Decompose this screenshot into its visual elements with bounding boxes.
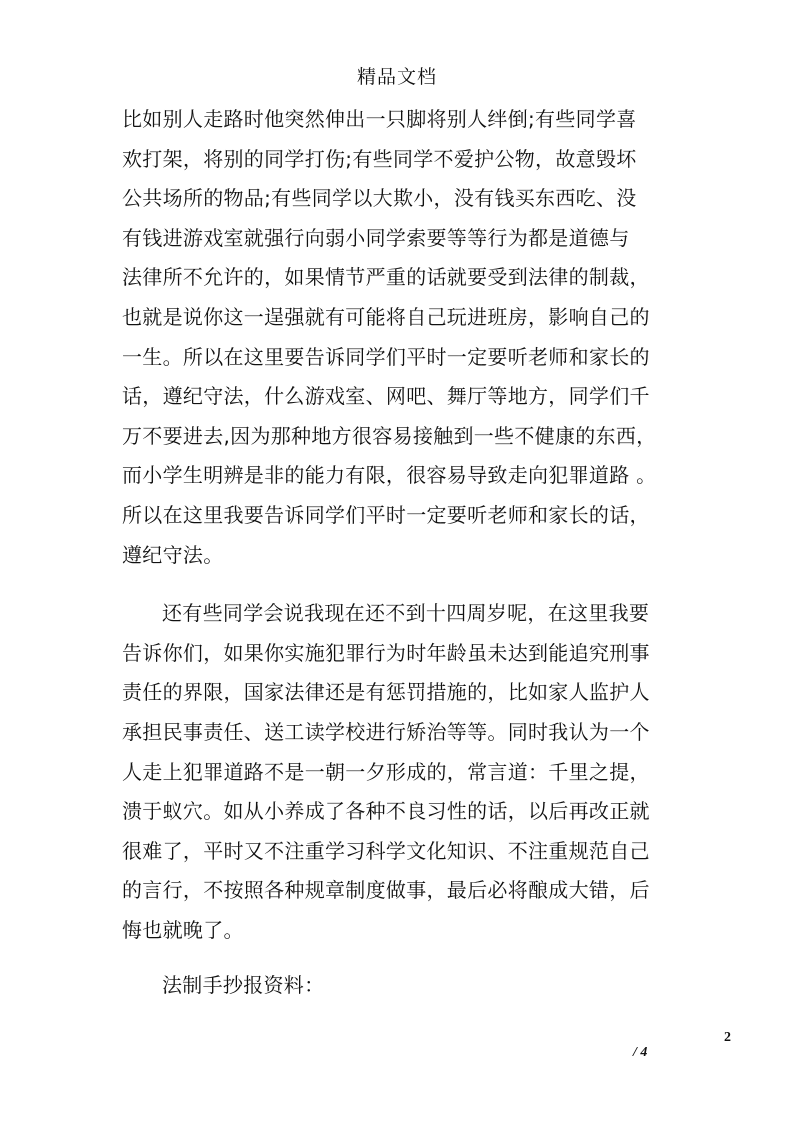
paragraph-gap (122, 575, 682, 594)
paragraph2-line: 很难了，平时又不注重学习科学文化知识、不注重规范自己 (122, 838, 650, 863)
paragraph2-line: 溃于蚁穴。如从小养成了各种不良习性的话，以后再改正就 (122, 799, 650, 824)
document-body (122, 100, 682, 1006)
body-line: 欢打架，将别的同学打伤;有些同学不爱护公物，故意毁坏 (122, 146, 637, 171)
paragraph2-line: 的言行，不按照各种规章制度做事，最后必将酿成大错，后 (122, 878, 650, 903)
body-line: 一生。所以在这里要告诉同学们平时一定要听老师和家长的 (122, 344, 650, 369)
body-line: 也就是说你这一逞强就有可能将自己玩进班房，影响自己的 (122, 304, 650, 329)
body-line: 话，遵纪守法，什么游戏室、网吧、舞厅等地方，同学们千 (122, 384, 650, 409)
paragraph2-line: 告诉你们，如果你实施犯罪行为时年龄虽未达到能追究刑事 (122, 640, 650, 665)
section-heading: 法制手抄报资料： (162, 973, 325, 998)
body-line: 有钱进游戏室就强行向弱小同学索要等等行为都是道德与 (122, 225, 630, 250)
body-line: 公共场所的物品;有些同学以大欺小，没有钱买东西吃、没 (122, 186, 637, 211)
body-line: 法律所不允许的，如果情节严重的话就要受到法律的制裁， (122, 265, 650, 290)
paragraph2-line: 还有些同学会说我现在还不到十四周岁呢，在这里我要 (162, 601, 650, 626)
paragraph2-line: 承担民事责任、送工读学校进行矫治等等。同时我认为一个 (122, 719, 650, 744)
paragraph2-line: 责任的界限，国家法律还是有惩罚措施的，比如家人监护人 (122, 680, 650, 705)
page-number: 2 (724, 1030, 731, 1045)
paragraph-gap (122, 950, 682, 966)
body-line: 比如别人走路时他突然伸出一只脚将别人绊倒;有些同学喜 (122, 107, 637, 131)
body-line: 遵纪守法。 (122, 542, 224, 567)
body-line: 万不要进去,因为那种地方很容易接触到一些不健康的东西， (122, 423, 657, 448)
page-total: / 4 (633, 1045, 648, 1060)
paragraph2-line: 人走上犯罪道路不是一朝一夕形成的，常言道：千里之提， (122, 759, 650, 784)
body-line: 所以在这里我要告诉同学们平时一定要听老师和家长的话， (122, 502, 650, 527)
paragraph2-line: 悔也就晚了。 (122, 917, 244, 942)
page-header-title: 精品文档 (356, 66, 437, 88)
body-line: 而小学生明辨是非的能力有限，很容易导致走向犯罪道路 。 (122, 463, 657, 488)
